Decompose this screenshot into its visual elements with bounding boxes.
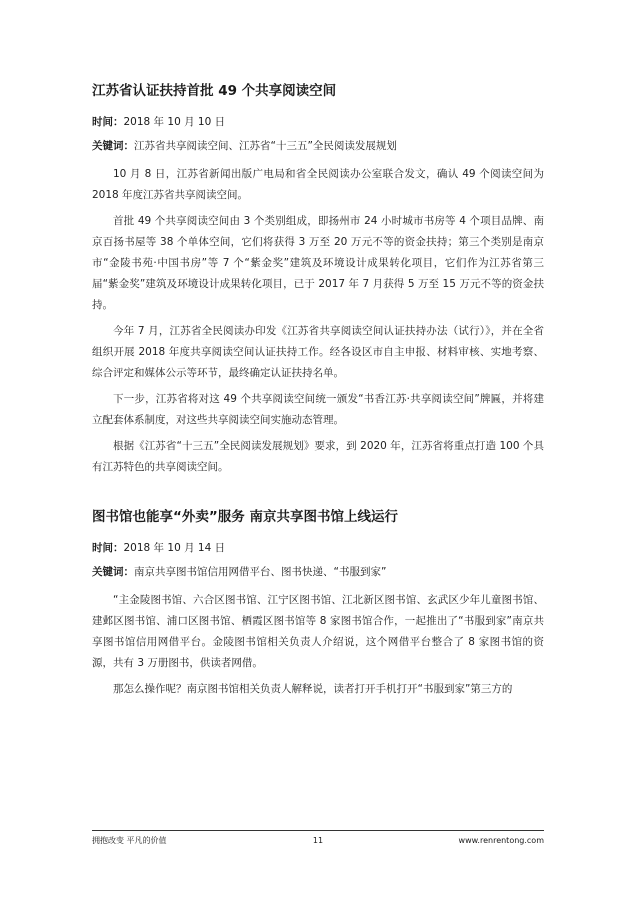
article-title: 江苏省认证扶持首批 49 个共享阅读空间 (92, 83, 337, 99)
footer-slogan: 拥抱改变 平凡的价值 (92, 836, 167, 845)
paragraph: 10 月 8 日，江苏省新闻出版广电局和省全民阅读办公室联合发文，确认 49 个阅读空间为 2018 年度江苏省共享阅读空间。 (92, 168, 544, 201)
paragraph: 今年 7 月，江苏省全民阅读办印发《江苏省共享阅读空间认证扶持办法（试行）》，并在全省组织开展 2018 年度共享阅读空间认证扶持工作。经各设区市自主申报、材料审核、实地考察、综合评定和媒体公示等环节，最终确定认证扶持名单。 (92, 325, 544, 379)
paragraph: 那怎么操作呢？南京图书馆相关负责人解释说，读者打开手机打开“书服到家”第三方的 (113, 683, 513, 695)
article-date (92, 540, 544, 556)
date-label: 时间： (92, 542, 124, 554)
paragraph: “主金陵图书馆、六合区图书馆、江宁区图书馆、江北新区图书馆、玄武区少年儿童图书馆、建邺区图书馆、浦口区图书馆、栖霞区图书馆等 8 家图书馆合作，一起推出了“书服到家”南京共享图书馆信用网借平台。金陵图书馆相关负责人介绍说，这个网借平台整合了 8 家图书馆的资源，共有 3 万册图书，供读者网借。 (92, 594, 544, 669)
page-footer (92, 830, 544, 845)
paragraph: 首批 49 个共享阅读空间由 3 个类别组成，即扬州市 24 小时城市书房等 4 个项目品牌、南京百扬书屋等 38 个单体空间，它们将获得 3 万至 20 万元不等的资金扶持；第三个类别是南京市“金陵书苑·中国书房”等 7 个“紫金奖”建筑及环境设计成果转化项目，它们作为江苏省第三届“紫金奖”建筑及环境设计成果转化项目，已于 2017 年 7 月获得 5 万至 15 万元不等的资金扶持。 (92, 215, 544, 311)
article-title: 图书馆也能享“外卖”服务 南京共享图书馆上线运行 (92, 509, 398, 525)
article-keywords (92, 564, 544, 580)
article-2 (92, 508, 544, 700)
paragraph: 根据《江苏省“十三五”全民阅读发展规划》要求，到 2020 年，江苏省将重点打造 100 个具有江苏特色的共享阅读空间。 (92, 440, 544, 473)
keywords-value: 南京共享图书馆信用网借平台、图书快递、“书服到家” (134, 566, 387, 578)
paragraph: 下一步，江苏省将对这 49 个共享阅读空间统一颁发“书香江苏·共享阅读空间”牌匾，并将建立配套体系制度，对这些共享阅读空间实施动态管理。 (92, 393, 544, 426)
keywords-label: 关键词： (92, 140, 134, 152)
article-date (92, 114, 544, 130)
date-value: 2018 年 10 月 14 日 (123, 542, 226, 554)
page-number: 11 (312, 836, 324, 845)
date-label: 时间： (92, 116, 124, 128)
article-keywords (92, 138, 544, 154)
date-value: 2018 年 10 月 10 日 (123, 116, 226, 128)
article-1 (92, 82, 544, 478)
footer-website: www.renrentong.com (458, 836, 544, 845)
page-content (92, 82, 544, 705)
keywords-label: 关键词： (92, 566, 134, 578)
keywords-value: 江苏省共享阅读空间、江苏省“十三五”全民阅读发展规划 (134, 140, 397, 152)
